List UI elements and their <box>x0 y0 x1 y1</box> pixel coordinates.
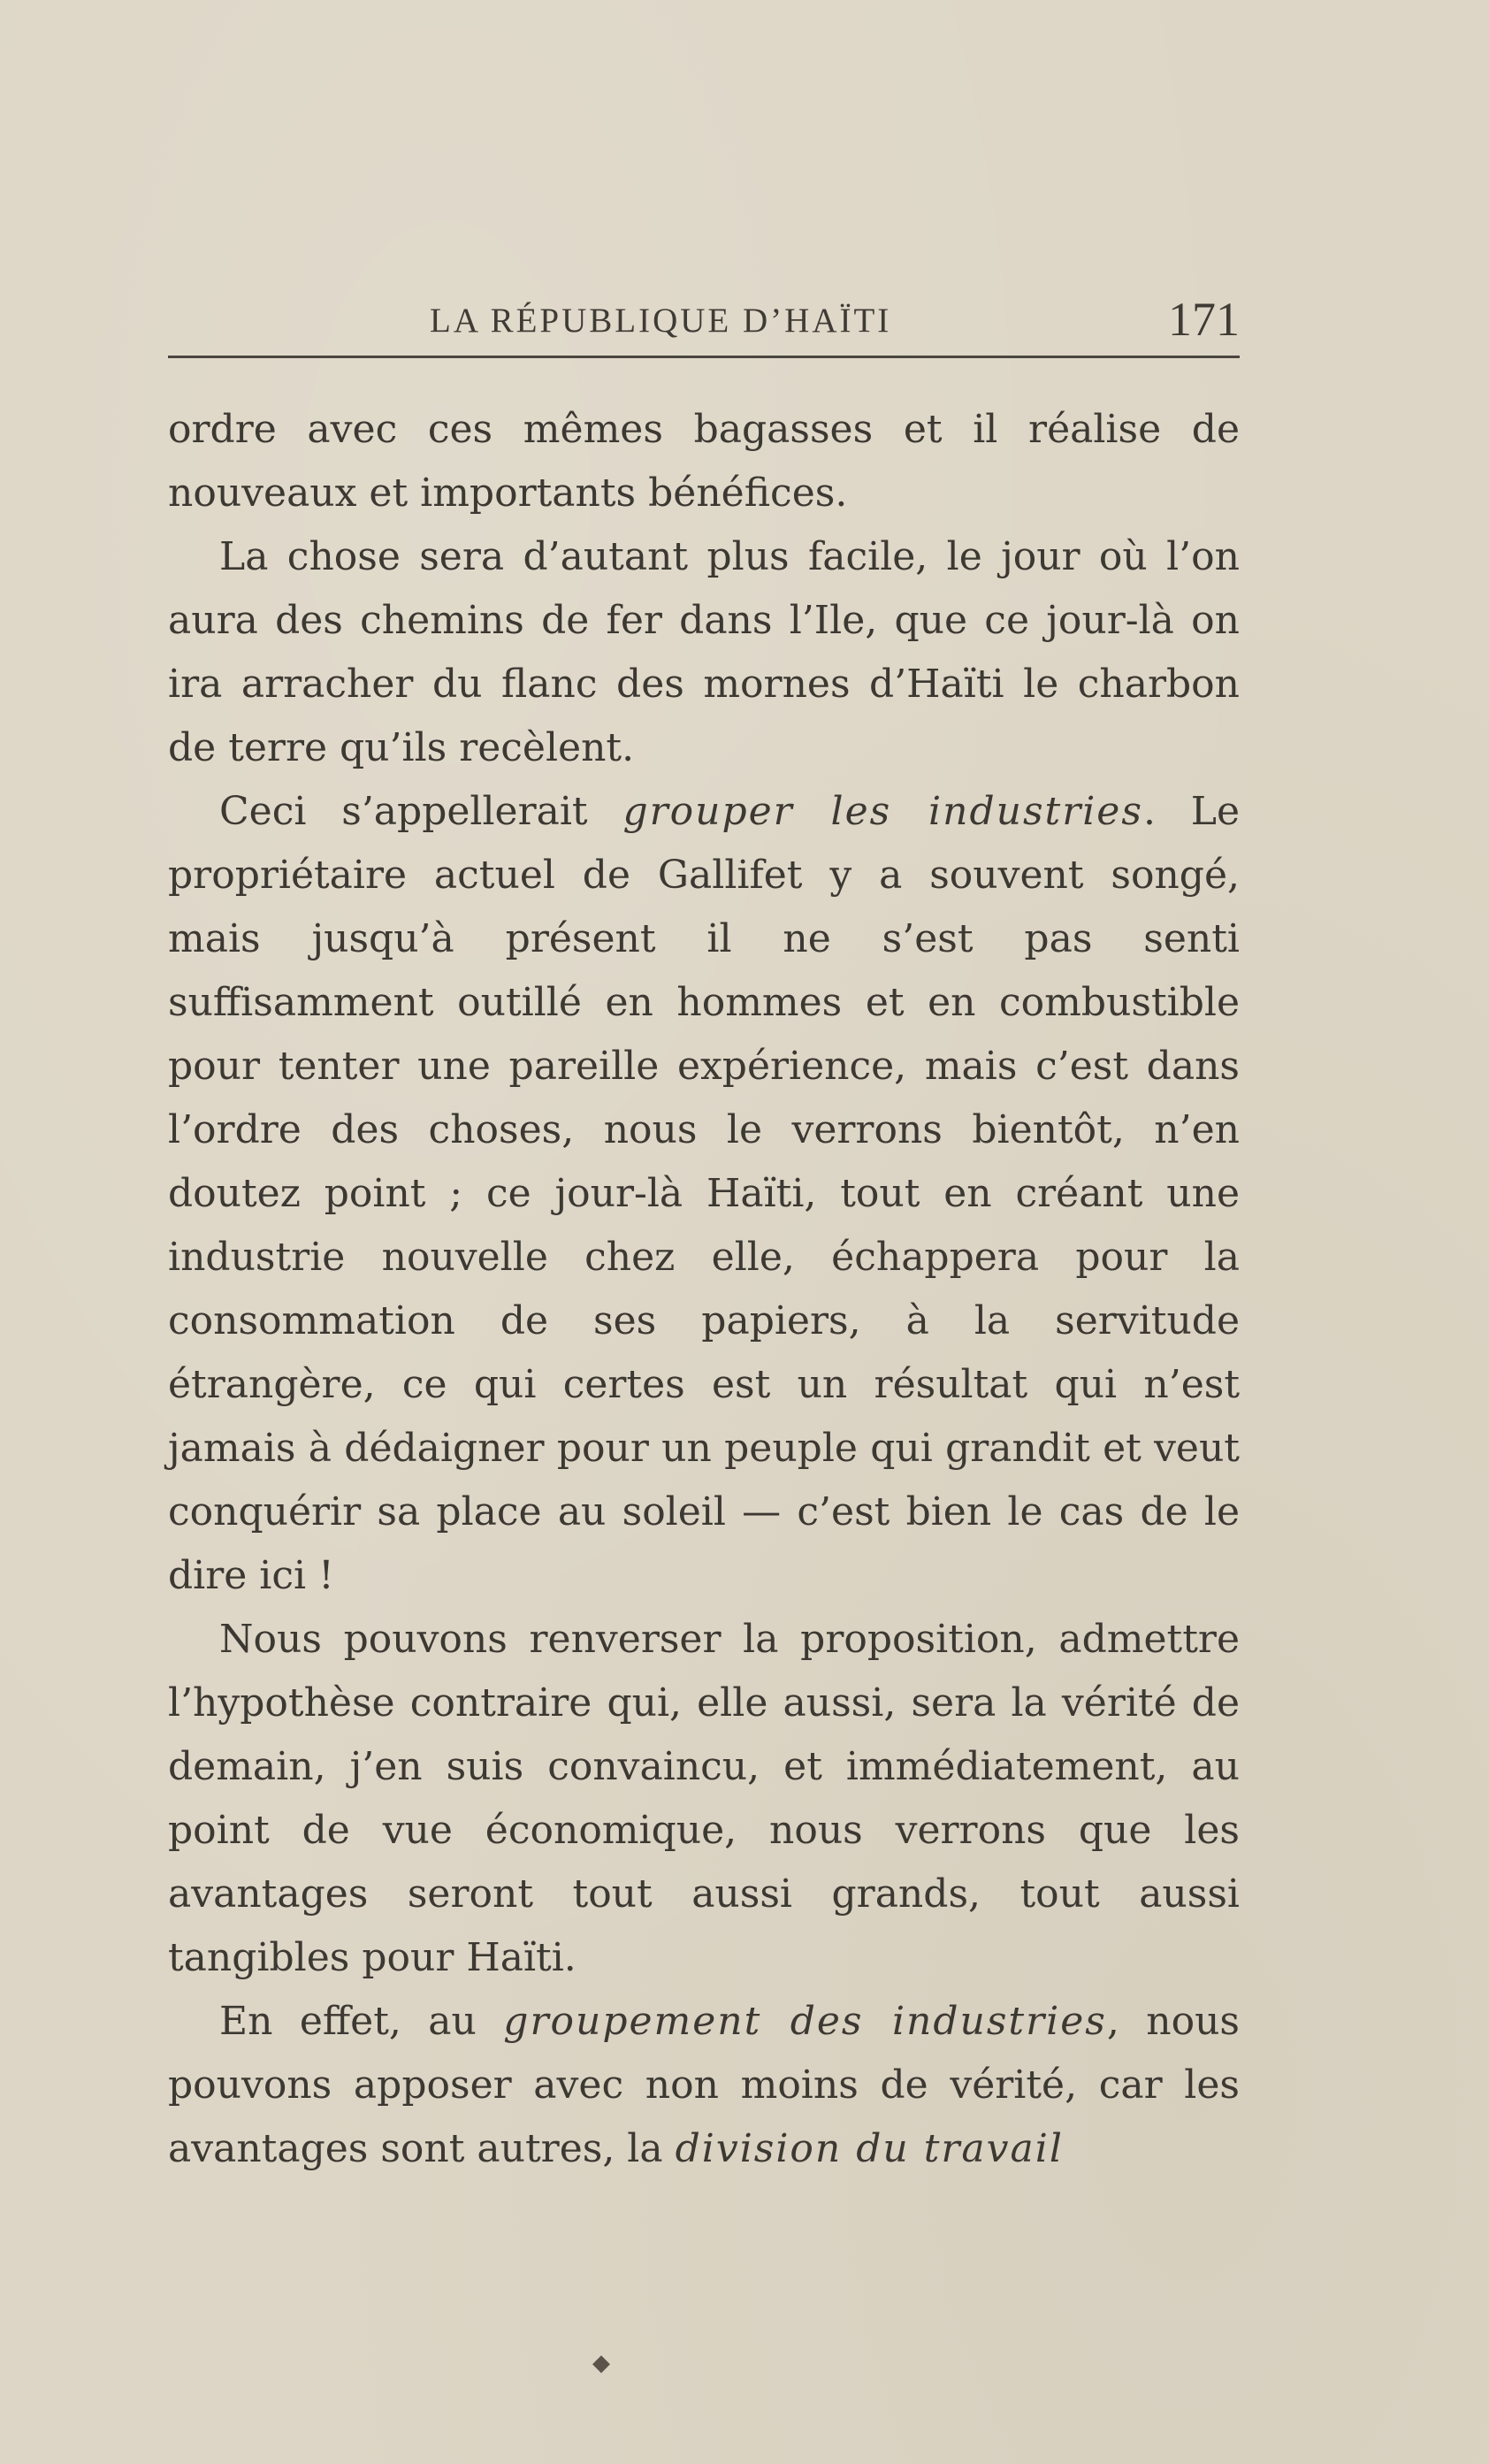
paragraph-5 <box>168 1990 1240 2181</box>
paragraph-3-text-start: Ceci s’appellerait <box>219 789 623 834</box>
paragraph-1-text: ordre avec ces mêmes bagasses et il réalise de nouveaux et importants bénéfices. <box>168 407 1240 516</box>
italic-phrase-division-du-travail: division du travail <box>675 2126 1064 2171</box>
paragraph-5-text-middle: , nous pouvons apposer avec non moins de vérité, car les avantages sont autres, la <box>168 1999 1240 2171</box>
page-number: 171 <box>1168 293 1240 346</box>
paragraph-4-text: Nous pouvons renverser la proposition, admettre l’hypothèse contraire qui, elle aussi, sera la vérité de demain, j’en suis convaincu, et immédiatement, au point de vue économique, nous verrons que les avantages seront tout aussi grands, tout aussi tangibles pour Haïti. <box>168 1617 1240 1980</box>
body-text <box>168 398 1240 2181</box>
italic-phrase-grouper-les-industries: grouper les industries <box>622 789 1143 834</box>
paragraph-2 <box>168 525 1240 780</box>
paragraph-2-text: La chose sera d’autant plus facile, le jour où l’on aura des chemins de fer dans l’Ile, que ce jour-là on ira arracher du flanc des mornes d’Haïti le charbon de terre qu’ils recèlent. <box>168 534 1240 770</box>
ink-dot-ornament: ◆ <box>592 2350 610 2376</box>
paragraph-1 <box>168 398 1240 525</box>
paragraph-5-text-start: En effet, au <box>219 1999 504 2044</box>
paragraph-4 <box>168 1608 1240 1990</box>
italic-phrase-groupement-des-industries: groupement des industries <box>503 1999 1107 2044</box>
paragraph-3-text-rest: . Le propriétaire actuel de Gallifet y a souvent songé, mais jusqu’à présent il ne s’est pas senti suffisamment outillé en hommes et en combustible pour tenter une pareille expérience, mais c’est dans l’ordre des choses, nous le verrons bientôt, n’en doutez point ; ce jour-là Haïti, tout en créant une industrie nouvelle chez elle, échappera pour la consommation de ses papiers, à la servitude étrangère, ce qui certes est un résultat qui n’est jamais à dédaigner pour un peuple qui grandit et veut conquérir sa place au soleil — c’est bien le cas de le dire ici ! <box>168 789 1240 1598</box>
header-rule <box>168 356 1240 358</box>
paragraph-3 <box>168 780 1240 1608</box>
page-header <box>168 285 1240 359</box>
running-title: LA RÉPUBLIQUE D’HAÏTI <box>430 302 892 340</box>
